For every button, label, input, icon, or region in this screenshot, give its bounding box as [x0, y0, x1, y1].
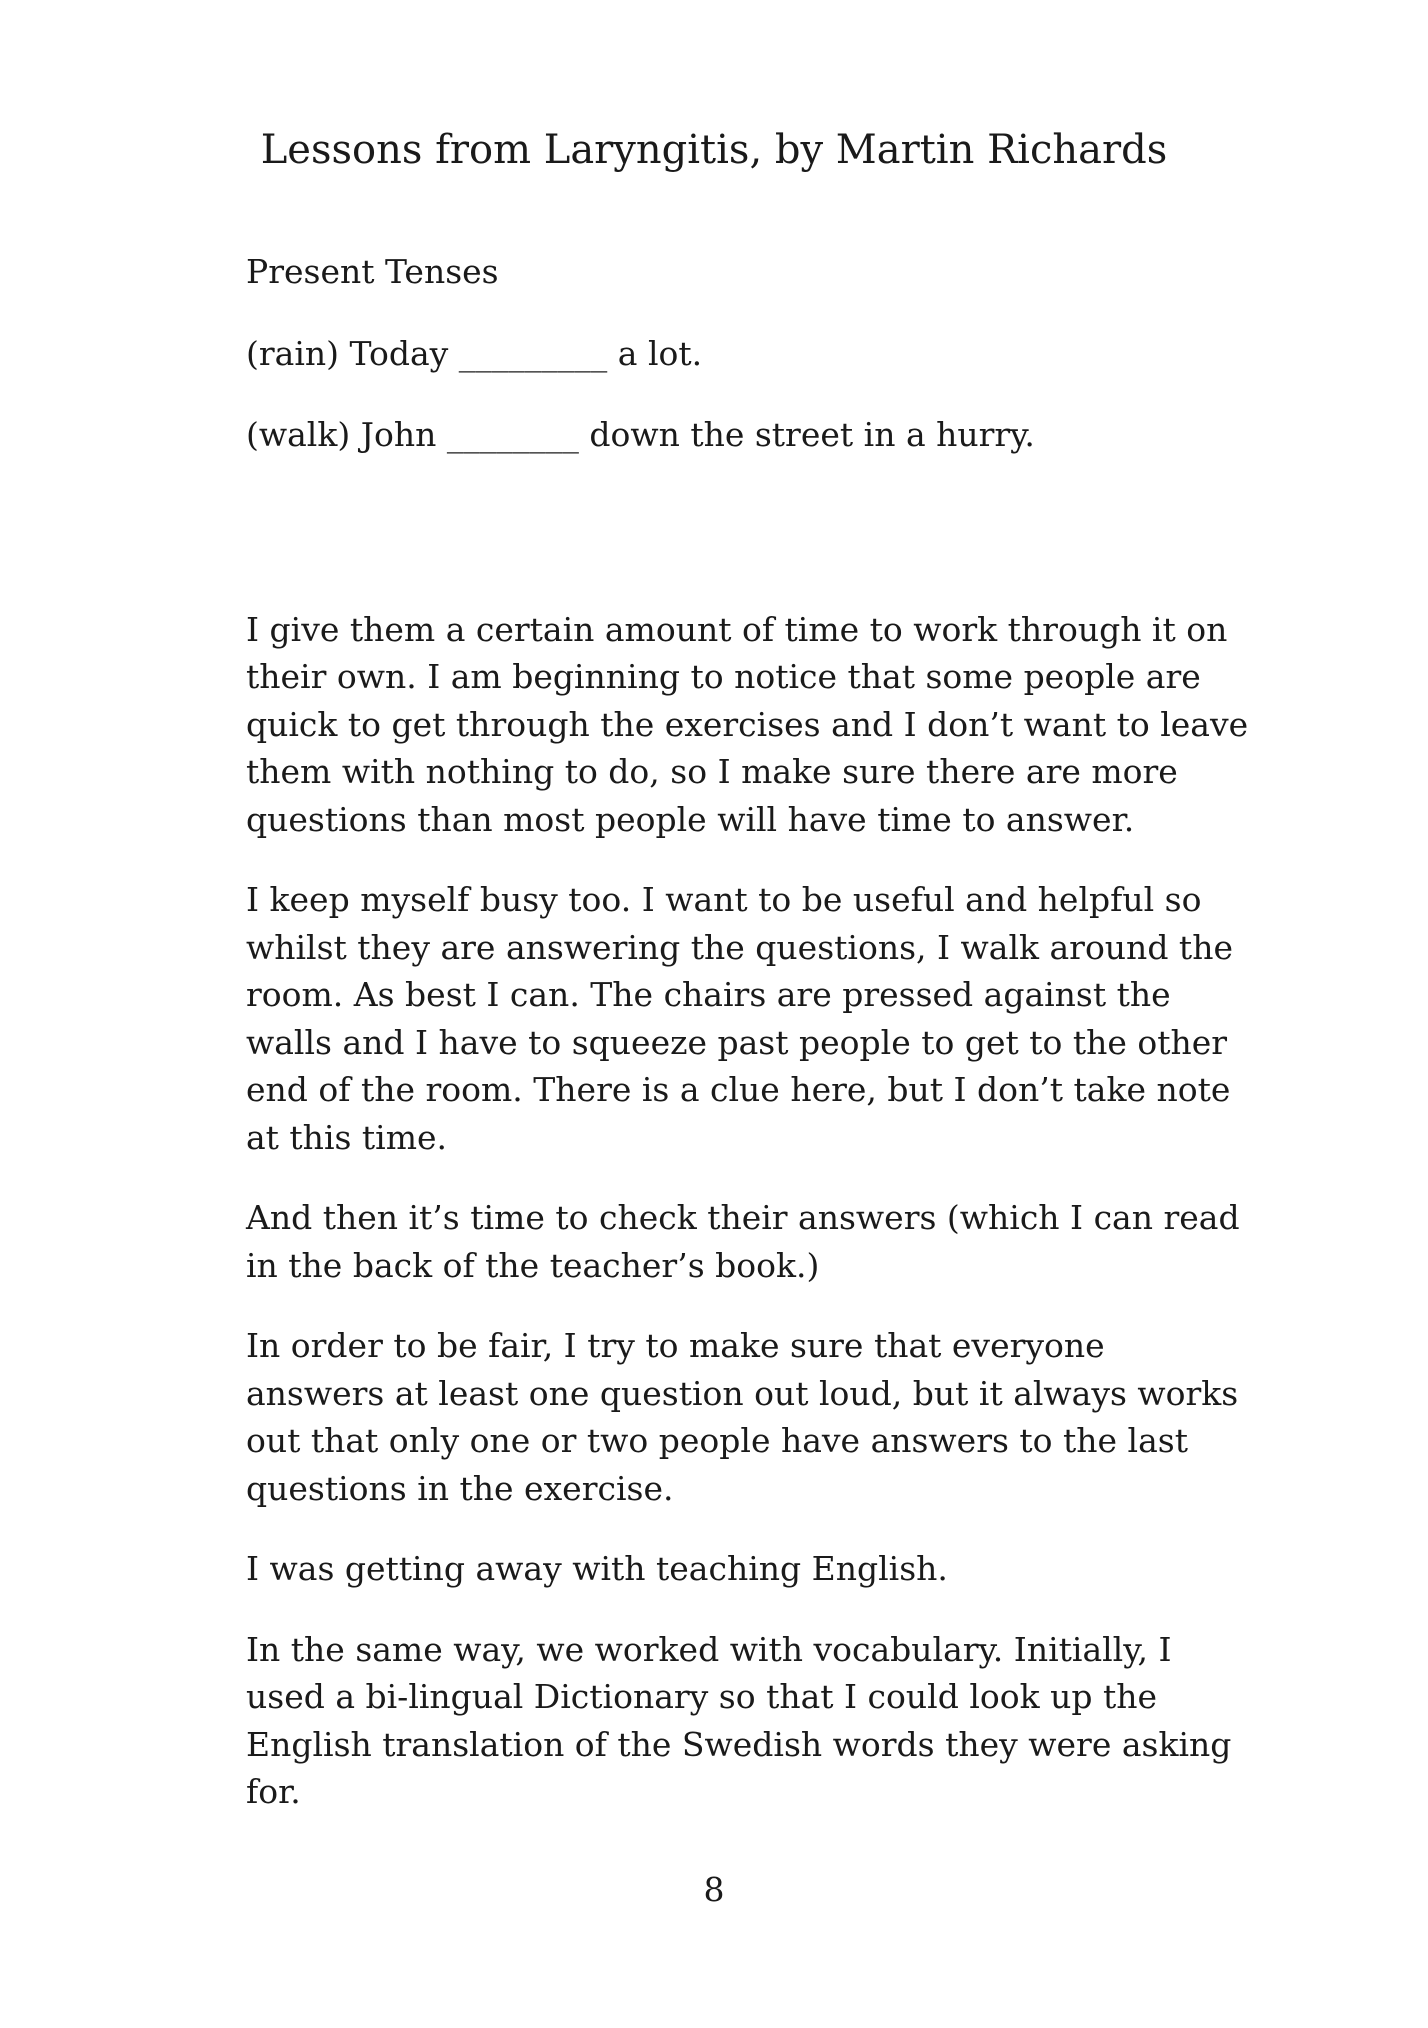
paragraph-line: for.: [246, 1772, 301, 1811]
exercise-text-after: down the street in a hurry.: [589, 415, 1035, 454]
paragraph-line: them with nothing to do, so I make sure there are more: [246, 752, 1178, 791]
exercise-text-before: Today: [349, 333, 449, 373]
paragraph-line: their own. I am beginning to notice that some people are: [246, 657, 1201, 696]
paragraph-line: answers at least one question out loud, but it always works: [246, 1373, 1239, 1413]
paragraph-line: And then it’s time to check their answers (which I can read: [246, 1198, 1240, 1237]
page-number: 8: [703, 1870, 725, 1909]
paragraph-line: questions than most people will have time to answer.: [246, 799, 1135, 839]
page-content: [246, 248, 1249, 1849]
paragraph-line: in the back of the teacher’s book.): [246, 1245, 820, 1285]
exercise-blank: _________: [458, 333, 608, 373]
paragraph-line: questions in the exercise.: [246, 1468, 674, 1508]
paragraph-line: used a bi-lingual Dictionary so that I could look up the: [246, 1677, 1158, 1716]
paragraph: [246, 1626, 1232, 1816]
paragraph-line: walls and I have to squeeze past people to get to the other: [246, 1022, 1228, 1062]
exercise-item: [246, 411, 1206, 459]
paragraph-line: In order to be fair, I try to make sure that everyone: [246, 1326, 1105, 1365]
paragraph-line: English translation of the Swedish words they were asking: [246, 1724, 1232, 1764]
paragraph-line: I keep myself busy too. I want to be useful and helpful so: [246, 880, 1202, 919]
paragraph-line: In the same way, we worked with vocabulary. Initially, I: [246, 1629, 1172, 1669]
paragraph: [246, 1322, 1239, 1512]
exercise-verb: (rain): [246, 333, 340, 373]
paragraph: [246, 876, 1233, 1161]
paragraph-line: room. As best I can. The chairs are pressed against the: [246, 975, 1171, 1014]
section-spacer: [246, 493, 1206, 606]
paragraph: [246, 606, 1249, 844]
paragraph-line: I was getting away with teaching English.: [246, 1549, 948, 1588]
exercise-blank: ________: [446, 415, 579, 454]
paragraph-line: end of the room. There is a clue here, but I don’t take note: [246, 1070, 1231, 1109]
exercise-text-after: a lot.: [617, 333, 703, 373]
paragraph: [246, 1194, 1240, 1289]
section-heading: Present Tenses: [246, 252, 499, 291]
exercise-text-before: John: [360, 415, 437, 454]
paragraph: [246, 1545, 1206, 1593]
document-title: Lessons from Laryngitis, by Martin Richards: [260, 127, 1168, 173]
paragraph-line: at this time.: [246, 1117, 448, 1157]
paragraph-line: I give them a certain amount of time to work through it on: [246, 609, 1228, 649]
exercise-item: [246, 330, 1206, 378]
paragraph-line: quick to get through the exercises and I don’t want to leave: [246, 704, 1249, 744]
paragraph-line: out that only one or two people have answers to the last: [246, 1421, 1188, 1460]
exercise-verb: (walk): [246, 415, 351, 454]
paragraph-line: whilst they are answering the questions, I walk around the: [246, 927, 1233, 967]
